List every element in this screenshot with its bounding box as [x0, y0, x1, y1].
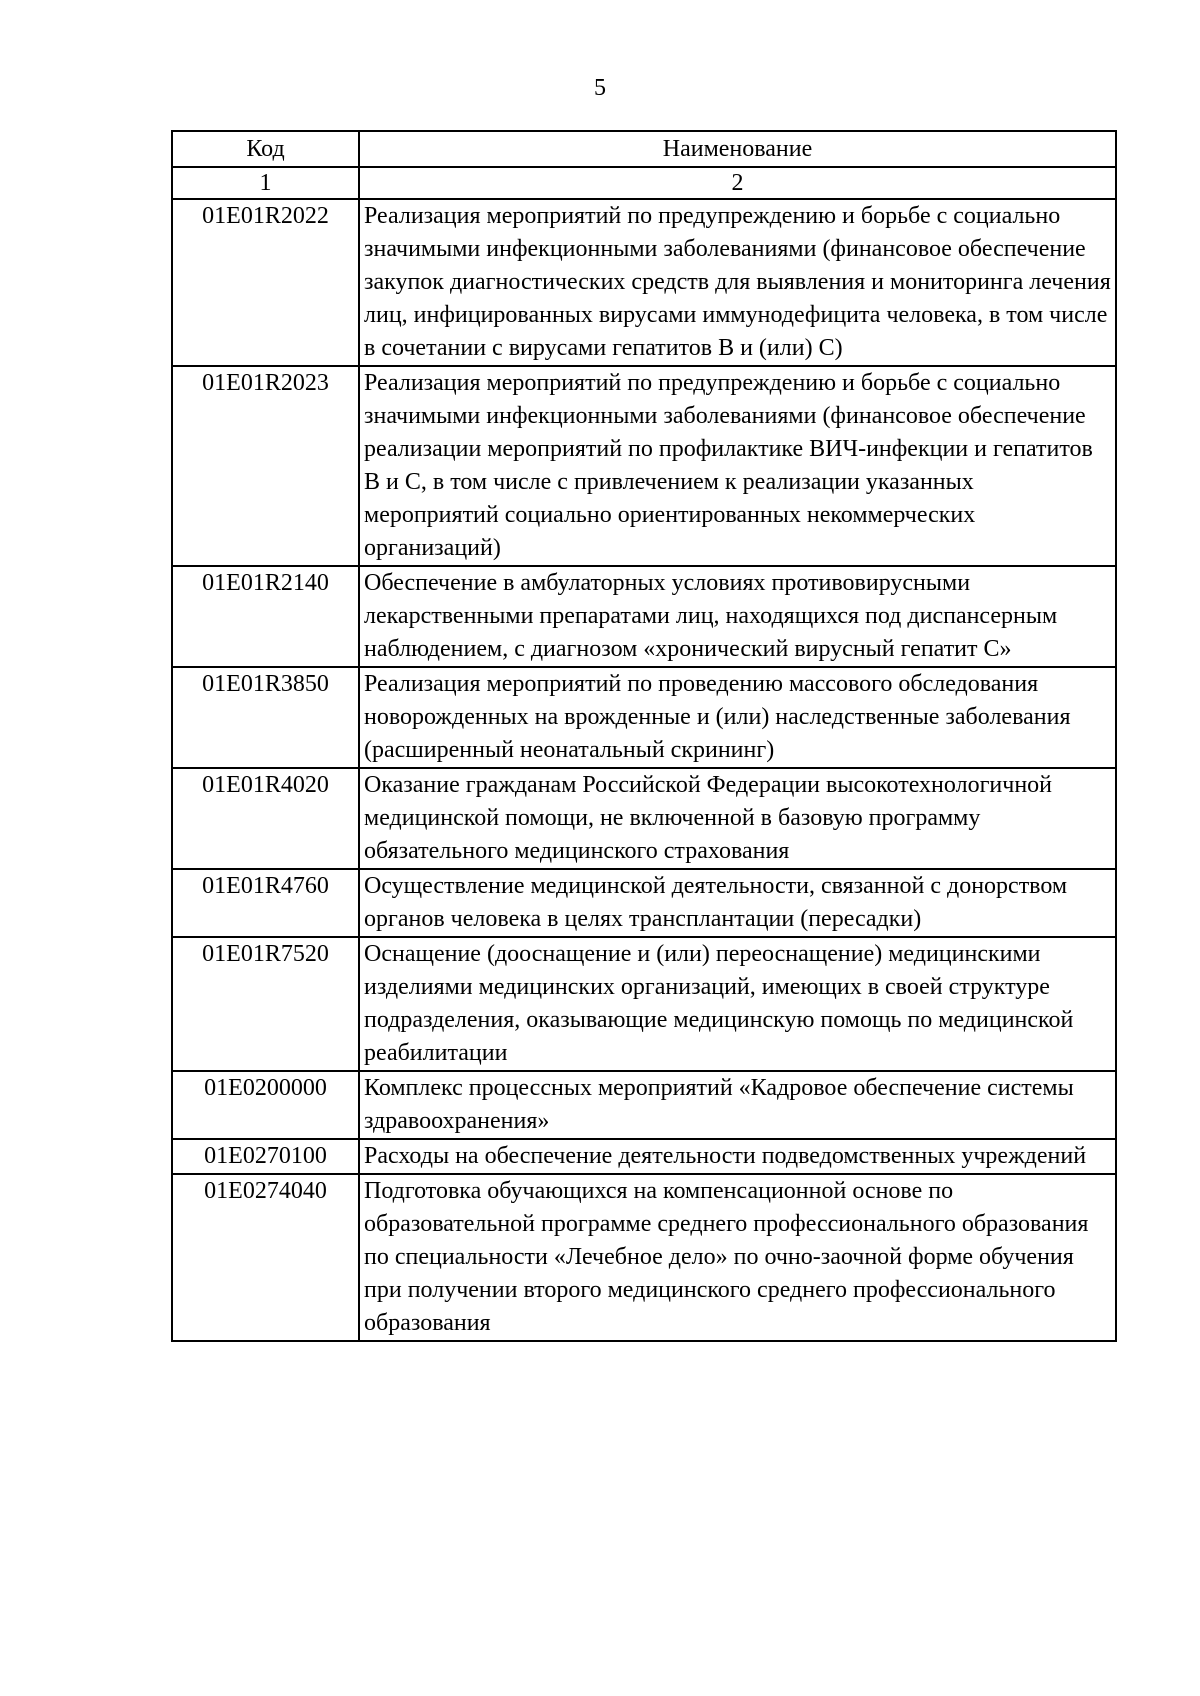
table-header-row: [172, 131, 1116, 167]
row-code: 01E01R2140: [172, 566, 359, 667]
row-name: Расходы на обеспечение деятельности подведомственных учреждений: [359, 1139, 1116, 1174]
row-code: 01E01R2022: [172, 199, 359, 366]
table-row: [172, 667, 1116, 768]
row-code: 01E01R7520: [172, 937, 359, 1071]
column-number-1: 1: [172, 167, 359, 199]
row-name: Реализация мероприятий по предупреждению и борьбе с социально значимыми инфекционными заболеваниями (финансовое обеспечение закупок диагностических средств для выявления и мониторинга лечения лиц, инфицированных вирусами иммунодефицита человека, в том числе в сочетании с вирусами гепатитов В и (или) С): [359, 199, 1116, 366]
header-code: Код: [172, 131, 359, 167]
row-code: 01E0270100: [172, 1139, 359, 1174]
table-row: [172, 1174, 1116, 1341]
table-row: [172, 366, 1116, 566]
table-row: [172, 199, 1116, 366]
column-numbering-row: [172, 167, 1116, 199]
row-name: Реализация мероприятий по проведению массового обследования новорожденных на врожденные и (или) наследственные заболевания (расширенный неонатальный скрининг): [359, 667, 1116, 768]
row-name: Комплекс процессных мероприятий «Кадровое обеспечение системы здравоохранения»: [359, 1071, 1116, 1139]
page-number: 5: [594, 75, 606, 101]
row-name: Обеспечение в амбулаторных условиях противовирусными лекарственными препаратами лиц, находящихся под диспансерным наблюдением, с диагнозом «хронический вирусный гепатит С»: [359, 566, 1116, 667]
row-name: Осуществление медицинской деятельности, связанной с донорством органов человека в целях трансплантации (пересадки): [359, 869, 1116, 937]
row-code: 01E01R3850: [172, 667, 359, 768]
budget-codes-table: [171, 130, 1117, 1342]
column-number-2: 2: [359, 167, 1116, 199]
row-name: Оснащение (дооснащение и (или) переоснащение) медицинскими изделиями медицинских организаций, имеющих в своей структуре подразделения, оказывающие медицинскую помощь по медицинской реабилитации: [359, 937, 1116, 1071]
row-code: 01E01R4760: [172, 869, 359, 937]
row-code: 01E0200000: [172, 1071, 359, 1139]
header-name: Наименование: [359, 131, 1116, 167]
table-row: [172, 937, 1116, 1071]
table-row: [172, 1139, 1116, 1174]
row-name: Подготовка обучающихся на компенсационной основе по образовательной программе среднего профессионального образования по специальности «Лечебное дело» по очно-заочной форме обучения при получении второго медицинского среднего профессионального образования: [359, 1174, 1116, 1341]
table-row: [172, 1071, 1116, 1139]
table-row: [172, 566, 1116, 667]
table-row: [172, 768, 1116, 869]
row-code: 01E0274040: [172, 1174, 359, 1341]
table-row: [172, 869, 1116, 937]
row-name: Реализация мероприятий по предупреждению и борьбе с социально значимыми инфекционными заболеваниями (финансовое обеспечение реализации мероприятий по профилактике ВИЧ-инфекции и гепатитов В и С, в том числе с привлечением к реализации указанных мероприятий социально ориентированных некоммерческих организаций): [359, 366, 1116, 566]
row-code: 01E01R4020: [172, 768, 359, 869]
row-name: Оказание гражданам Российской Федерации высокотехнологичной медицинской помощи, не включенной в базовую программу обязательного медицинского страхования: [359, 768, 1116, 869]
row-code: 01E01R2023: [172, 366, 359, 566]
